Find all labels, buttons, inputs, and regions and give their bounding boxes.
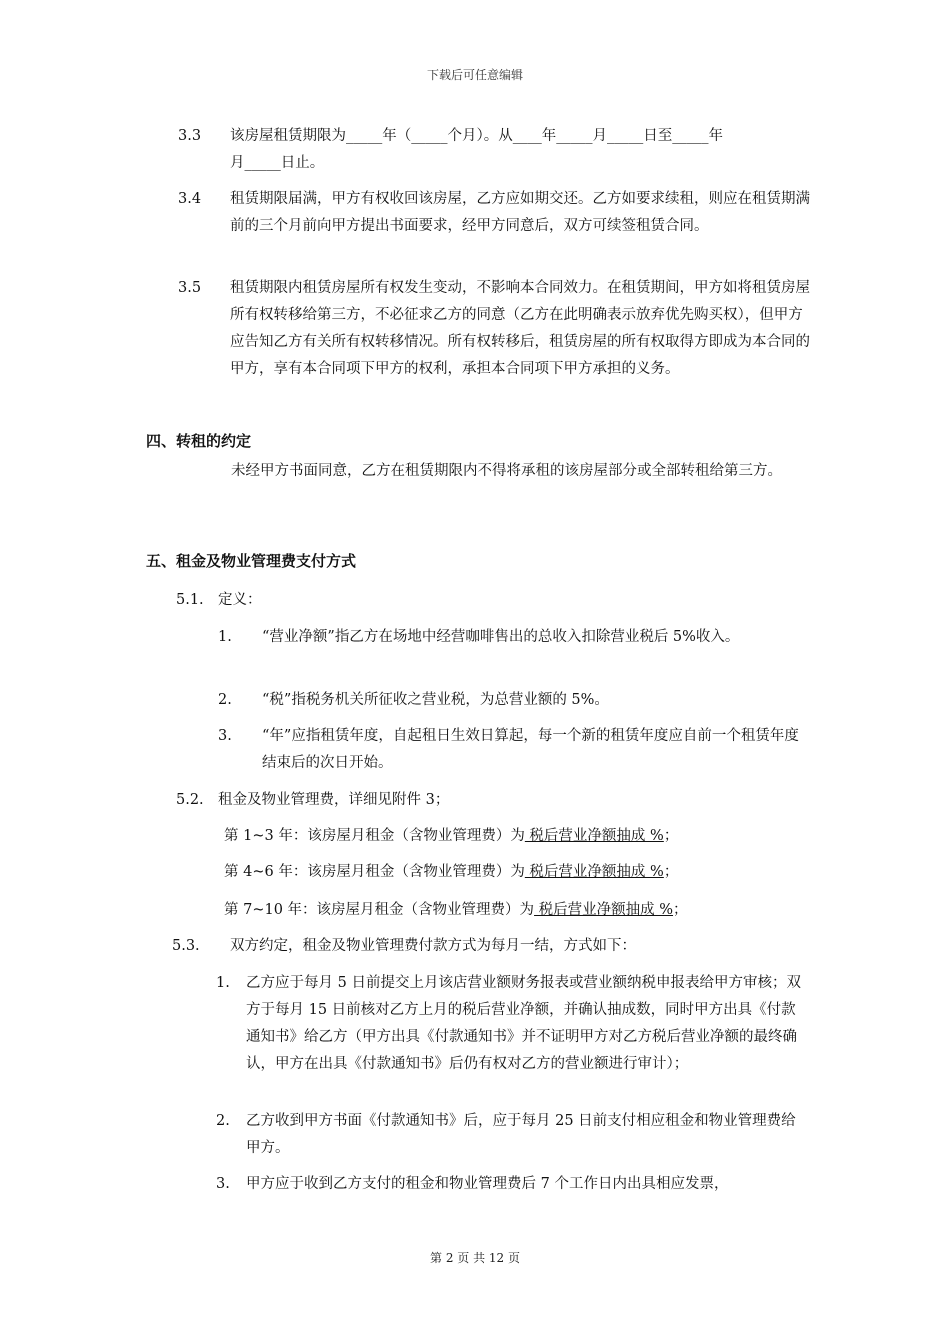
clause-number: 3.5 xyxy=(178,280,202,296)
clause-number: 5.2. xyxy=(176,792,204,808)
list-number: 3. xyxy=(218,728,232,744)
list-number: 3. xyxy=(216,1176,230,1192)
rent-row-suffix: ； xyxy=(663,864,679,880)
section-heading: 五、租金及物业管理费支付方式 xyxy=(146,552,357,570)
rent-row xyxy=(224,859,678,886)
rent-row-prefix: 第 4~6 年：该房屋月租金（含物业管理费）为 xyxy=(224,864,525,880)
clause-label: 双方约定，租金及物业管理费付款方式为每月一结，方式如下： xyxy=(230,938,636,954)
section-text: 未经甲方书面同意，乙方在租赁期限内不得将承租的该房屋部分或全部转租给第三方。 xyxy=(231,463,782,479)
list-item-text: “年”应指租赁年度，自起租日生效日算起，每一个新的租赁年度应自前一个租赁年度结束后的次日开始。 xyxy=(262,728,799,771)
rent-row-blank: 税后营业净额抽成 % xyxy=(524,864,664,880)
list-item-text: “营业净额”指乙方在场地中经营咖啡售出的总收入扣除营业税后 5%收入。 xyxy=(262,629,740,645)
list-item-text: 乙方应于每月 5 日前提交上月该店营业额财务报表或营业额纳税申报表给甲方审核；双方于每月 15 日前核对乙方上月的税后营业净额，并确认抽成数，同时甲方出具《付款通知书》给乙方（甲方出具《付款通知书》并不证明甲方对乙方税后营业净额的最终确认，甲方在出具《付款通知书》后仍有权对乙方的营业额进行审计）； xyxy=(246,975,801,1072)
clause-label: 租金及物业管理费，详细见附件 3； xyxy=(218,792,450,808)
clause-number: 5.1. xyxy=(176,592,204,608)
section-heading: 四、转租的约定 xyxy=(146,432,252,450)
rent-row xyxy=(224,897,688,924)
clause-text: 租赁期限届满，甲方有权收回该房屋，乙方应如期交还。乙方如要求续租，则应在租赁期满前的三个月前向甲方提出书面要求，经甲方同意后，双方可续签租赁合同。 xyxy=(230,191,810,234)
clause-text-line: 月_____日止。 xyxy=(230,155,325,171)
rent-row-suffix: ； xyxy=(663,828,679,844)
list-number: 2. xyxy=(218,692,232,708)
clause-text: 租赁期限内租赁房屋所有权发生变动，不影响本合同效力。在租赁期间，甲方如将租赁房屋所有权转移给第三方，不必征求乙方的同意（乙方在此明确表示放弃优先购买权），但甲方应告知乙方有关所有权转移情况。所有权转移后，租赁房屋的所有权取得方即成为本合同的甲方，享有本合同项下甲方的权利，承担本合同项下甲方承担的义务。 xyxy=(230,280,810,377)
page-footer: 第 2 页 共 12 页 xyxy=(430,1251,520,1265)
list-item-text: 甲方应于收到乙方支付的租金和物业管理费后 7 个工作日内出具相应发票， xyxy=(246,1176,729,1192)
list-item-text: 乙方收到甲方书面《付款通知书》后，应于每月 25 日前支付相应租金和物业管理费给甲方。 xyxy=(246,1113,796,1156)
rent-row-blank: 税后营业净额抽成 % xyxy=(524,828,664,844)
clause-text-line: 该房屋租赁期限为_____年（_____个月）。从____年_____月_____日至_____年 xyxy=(230,128,723,144)
clause-label: 定义： xyxy=(218,592,262,608)
rent-row-prefix: 第 1~3 年：该房屋月租金（含物业管理费）为 xyxy=(224,828,525,844)
list-number: 1. xyxy=(216,975,230,991)
list-item-text: “税”指税务机关所征收之营业税，为总营业额的 5%。 xyxy=(262,692,609,708)
clause-number: 3.3 xyxy=(178,128,202,144)
rent-row-blank: 税后营业净额抽成 % xyxy=(534,902,674,918)
rent-row-prefix: 第 7~10 年：该房屋月租金（含物业管理费）为 xyxy=(224,902,535,918)
rent-row-suffix: ； xyxy=(673,902,688,918)
rent-row xyxy=(224,823,678,850)
clause-number: 3.4 xyxy=(178,191,202,207)
page-header: 下载后可任意编辑 xyxy=(426,68,523,82)
list-number: 1. xyxy=(218,629,232,645)
list-number: 2. xyxy=(216,1113,230,1129)
clause-number: 5.3. xyxy=(172,938,200,954)
